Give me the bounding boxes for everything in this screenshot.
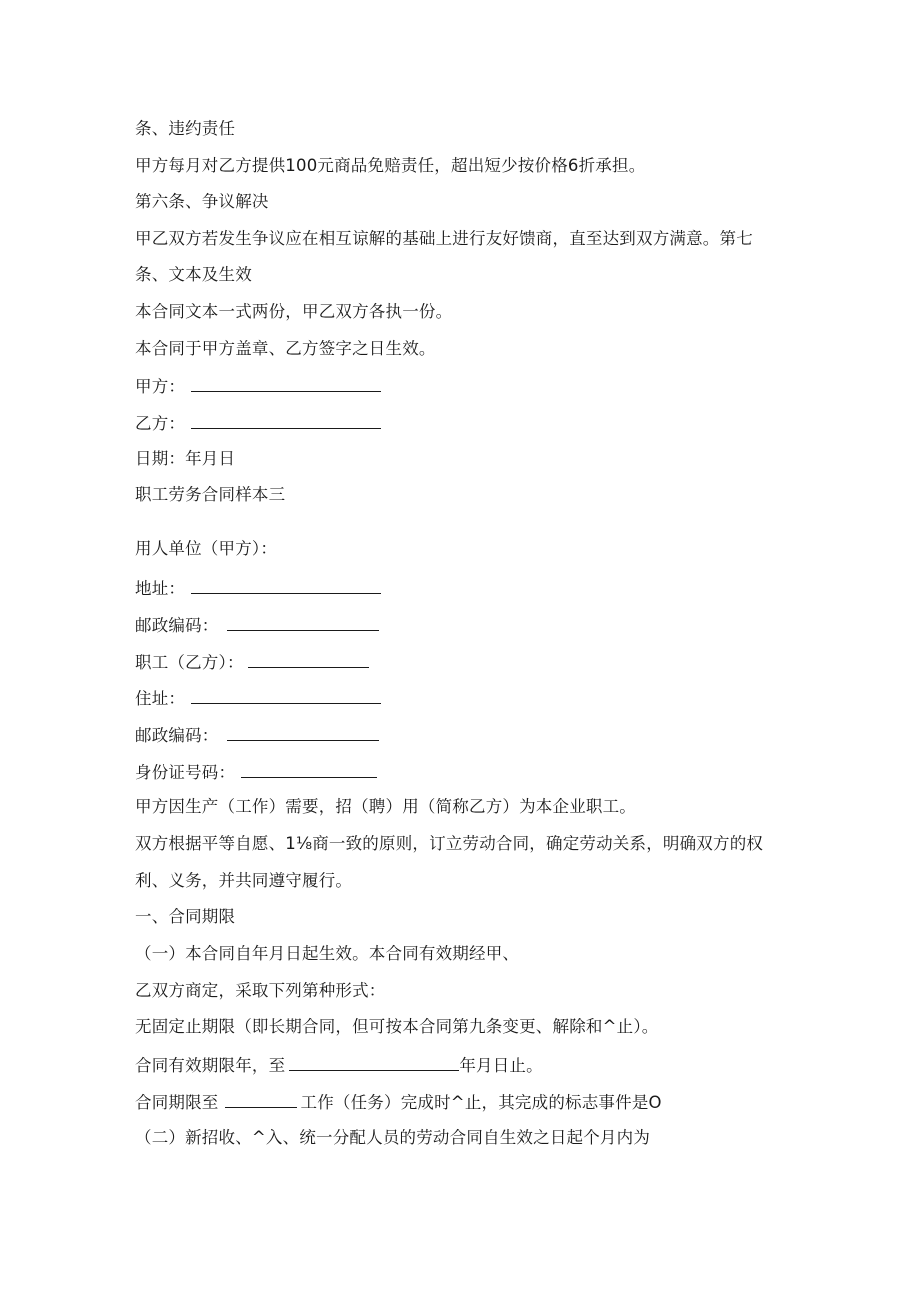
item-1-line-3: 无固定止期限（即长期合同，但可按本合同第九条变更、解除和^止）。 xyxy=(135,1017,659,1036)
task-line xyxy=(135,1090,662,1114)
address-line xyxy=(135,576,381,600)
intro-line-2: 双方根据平等自愿、1⅛商一致的原则，订立劳动合同，确定劳动关系，明确双方的权 xyxy=(135,834,764,853)
sample-title: 职工劳务合同样本三 xyxy=(135,485,286,504)
address-label: 地址： xyxy=(135,579,186,598)
party-a-label: 甲方： xyxy=(135,377,186,396)
residence-line xyxy=(135,686,381,710)
date-line: 日期：年月日 xyxy=(135,449,236,468)
postcode2-line xyxy=(135,723,379,747)
party-b-blank[interactable] xyxy=(191,411,381,429)
party-b-signature-line xyxy=(135,411,381,435)
id-label: 身份证号码： xyxy=(135,763,236,782)
id-line xyxy=(135,760,377,784)
residence-blank[interactable] xyxy=(191,686,381,704)
employee-line xyxy=(135,650,369,674)
clause-breach-text: 甲方每月对乙方提供100元商品免赔责任，超出短少按价格6折承担。 xyxy=(135,156,646,175)
clause-seven-title: 条、文本及生效 xyxy=(135,265,252,284)
party-b-label: 乙方： xyxy=(135,414,186,433)
term-line xyxy=(135,1053,543,1077)
item-1-line-2: 乙双方商定，采取下列第种形式： xyxy=(135,981,386,1000)
postcode-label: 邮政编码： xyxy=(135,616,219,635)
id-blank[interactable] xyxy=(241,760,377,778)
residence-label: 住址： xyxy=(135,689,186,708)
postcode2-blank[interactable] xyxy=(227,723,379,741)
employer-label: 用人单位（甲方）： xyxy=(135,539,278,558)
employee-blank[interactable] xyxy=(248,650,369,668)
address-blank[interactable] xyxy=(191,576,381,594)
task-prefix: 合同期限至 xyxy=(135,1093,219,1112)
intro-line-3: 利、义务，并共同遵守履行。 xyxy=(135,871,353,890)
party-a-blank[interactable] xyxy=(191,374,381,392)
term-suffix: 年月日止。 xyxy=(459,1056,543,1075)
item-2-line: （二）新招收、^入、统一分配人员的劳动合同自生效之日起个月内为 xyxy=(135,1128,651,1147)
party-a-signature-line xyxy=(135,374,381,398)
clause-seven-copies: 本合同文本一式两份，甲乙双方各执一份。 xyxy=(135,302,453,321)
clause-six-title: 第六条、争议解决 xyxy=(135,192,269,211)
term-blank[interactable] xyxy=(289,1053,459,1071)
intro-line-1: 甲方因生产（工作）需要，招（聘）用（简称乙方）为本企业职工。 xyxy=(135,797,636,816)
term-prefix: 合同有效期限年，至 xyxy=(135,1056,286,1075)
postcode2-label: 邮政编码： xyxy=(135,726,219,745)
postcode-blank[interactable] xyxy=(227,613,379,631)
task-blank[interactable] xyxy=(225,1090,297,1108)
clause-seven-effective: 本合同于甲方盖章、乙方签字之日生效。 xyxy=(135,339,436,358)
section-1-title: 一、合同期限 xyxy=(135,907,236,926)
clause-breach-title: 条、违约责任 xyxy=(135,119,236,138)
postcode-line xyxy=(135,613,379,637)
clause-six-text: 甲乙双方若发生争议应在相互谅解的基础上进行友好馈商，直至达到双方满意。第七 xyxy=(135,229,753,248)
employee-label: 职工（乙方）： xyxy=(135,653,244,672)
task-suffix: 工作（任务）完成时^止，其完成的标志事件是O xyxy=(300,1093,662,1112)
item-1-line-1: （一）本合同自年月日起生效。本合同有效期经甲、 xyxy=(135,944,520,963)
